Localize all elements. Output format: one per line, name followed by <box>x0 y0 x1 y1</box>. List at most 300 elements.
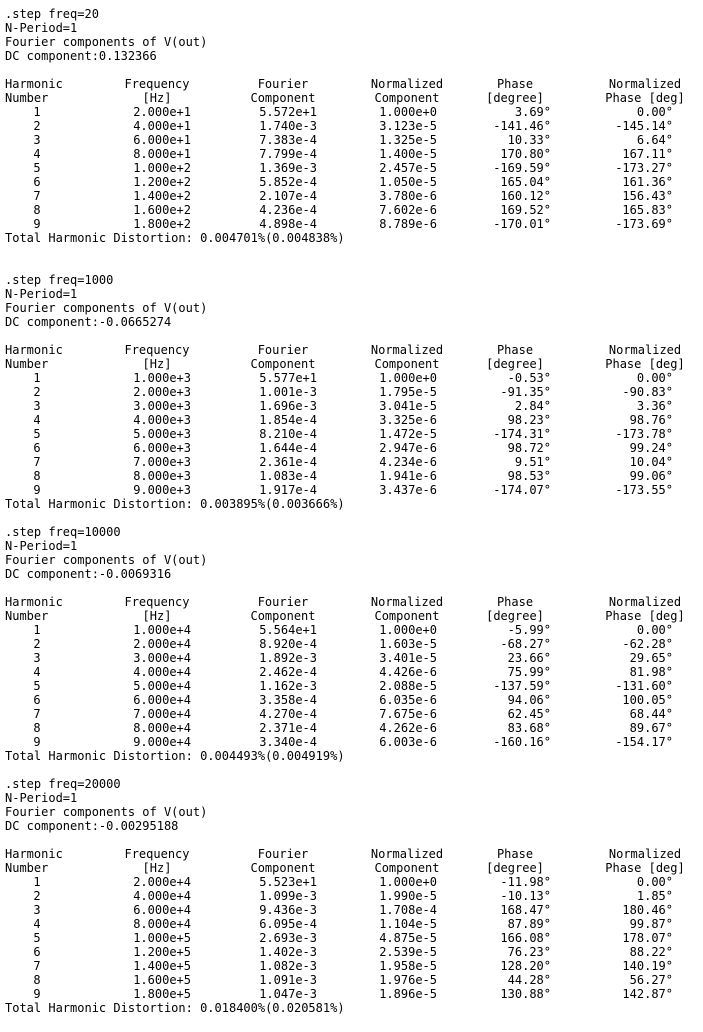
table-row <box>5 623 695 637</box>
normalized-header: Normalized <box>370 343 444 357</box>
fourier-header: Component <box>250 609 316 623</box>
table-row <box>5 175 695 189</box>
normalized-component-cell: 3.041e-5 <box>379 399 437 413</box>
fourier-component-cell: 5.852e-4 <box>259 175 317 189</box>
table-row <box>5 203 695 217</box>
phase-header: [degree] <box>486 609 544 623</box>
step-line: .step freq=10000 <box>5 525 121 539</box>
frequency-header: Frequency <box>124 343 190 357</box>
normalized-phase-cell: 10.04° <box>629 455 673 469</box>
frequency-cell: 4.000e+4 <box>133 889 191 903</box>
fourier-component-cell: 7.383e-4 <box>259 133 317 147</box>
harmonic-number-cell: 4 <box>33 147 41 161</box>
frequency-cell: 9.000e+4 <box>133 735 191 749</box>
fourier-component-cell: 3.358e-4 <box>259 693 317 707</box>
fourier-component-cell: 1.917e-4 <box>259 483 317 497</box>
table-row <box>5 665 695 679</box>
normalized-phase-cell: 6.64° <box>636 133 673 147</box>
harmonic-header: Number <box>5 609 49 623</box>
table-row <box>5 707 695 721</box>
frequency-cell: 1.800e+2 <box>133 217 191 231</box>
harmonic-number-cell: 8 <box>33 203 41 217</box>
harmonic-number-cell: 2 <box>33 119 41 133</box>
normalized-phase-cell: 140.19° <box>622 959 673 973</box>
normalized-component-cell: 6.003e-6 <box>379 735 437 749</box>
normalized-phase-cell: -62.28° <box>622 637 673 651</box>
harmonic-number-cell: 6 <box>33 693 41 707</box>
normalized-phase-cell: 89.67° <box>629 721 673 735</box>
table-row <box>5 385 695 399</box>
harmonic-number-cell: 6 <box>33 175 41 189</box>
phase-cell: -11.98° <box>500 875 551 889</box>
fourier-component-cell: 1.047e-3 <box>259 987 317 1001</box>
phase-header: Phase <box>496 77 534 91</box>
normalized-header: Component <box>374 609 440 623</box>
harmonic-number-cell: 3 <box>33 133 41 147</box>
frequency-header: Frequency <box>124 77 190 91</box>
frequency-cell: 6.000e+4 <box>133 903 191 917</box>
normalized-component-cell: 1.400e-5 <box>379 147 437 161</box>
normalized-component-cell: 1.000e+0 <box>379 105 437 119</box>
phase-cell: 130.88° <box>500 987 551 1001</box>
frequency-cell: 8.000e+4 <box>133 917 191 931</box>
harmonic-number-cell: 5 <box>33 427 41 441</box>
normalized-component-cell: 7.675e-6 <box>379 707 437 721</box>
fourier-title: Fourier components of V(out) <box>5 35 208 49</box>
header-row <box>5 91 695 105</box>
phase-cell: -68.27° <box>500 637 551 651</box>
phase-cell: 166.08° <box>500 931 551 945</box>
fourier-component-cell: 5.564e+1 <box>259 623 317 637</box>
fourier-component-cell: 1.854e-4 <box>259 413 317 427</box>
frequency-cell: 6.000e+3 <box>133 441 191 455</box>
normalized-phase-cell: -131.60° <box>615 679 673 693</box>
frequency-cell: 1.600e+2 <box>133 203 191 217</box>
normalized-component-cell: 1.104e-5 <box>379 917 437 931</box>
fourier-component-cell: 5.577e+1 <box>259 371 317 385</box>
frequency-cell: 7.000e+4 <box>133 707 191 721</box>
normalized-header: Normalized <box>370 77 444 91</box>
harmonic-number-cell: 8 <box>33 973 41 987</box>
normalized-component-cell: 7.602e-6 <box>379 203 437 217</box>
normalized-header: Normalized <box>370 595 444 609</box>
harmonic-number-cell: 3 <box>33 399 41 413</box>
phase-header: [degree] <box>486 861 544 875</box>
harmonic-header: Harmonic <box>5 77 63 91</box>
normalized-component-cell: 6.035e-6 <box>379 693 437 707</box>
fourier-component-cell: 6.095e-4 <box>259 917 317 931</box>
phase-cell: 98.53° <box>507 469 551 483</box>
harmonic-number-cell: 1 <box>33 105 41 119</box>
fourier-component-cell: 7.799e-4 <box>259 147 317 161</box>
normalized-phase-cell: -154.17° <box>615 735 673 749</box>
fourier-component-cell: 2.361e-4 <box>259 455 317 469</box>
fourier-component-cell: 1.083e-4 <box>259 469 317 483</box>
normalized-component-cell: 1.958e-5 <box>379 959 437 973</box>
table-row <box>5 105 695 119</box>
normalized-phase-cell: 100.05° <box>622 693 673 707</box>
frequency-cell: 1.800e+5 <box>133 987 191 1001</box>
harmonic-number-cell: 5 <box>33 931 41 945</box>
table-row <box>5 455 695 469</box>
frequency-cell: 1.200e+5 <box>133 945 191 959</box>
harmonic-number-cell: 8 <box>33 721 41 735</box>
phase-cell: 94.06° <box>507 693 551 707</box>
fourier-component-cell: 4.236e-4 <box>259 203 317 217</box>
normalized-phase-cell: 81.98° <box>629 665 673 679</box>
normalized-phase-cell: 142.87° <box>622 987 673 1001</box>
header-row <box>5 861 695 875</box>
table-row <box>5 399 695 413</box>
phase-cell: -170.01° <box>493 217 551 231</box>
normalized-component-cell: 2.457e-5 <box>379 161 437 175</box>
table-row <box>5 735 695 749</box>
table-row <box>5 959 695 973</box>
fourier-component-cell: 5.523e+1 <box>259 875 317 889</box>
table-row <box>5 693 695 707</box>
frequency-cell: 8.000e+4 <box>133 721 191 735</box>
harmonic-number-cell: 2 <box>33 385 41 399</box>
normalized-component-cell: 1.941e-6 <box>379 469 437 483</box>
fourier-header: Component <box>250 861 316 875</box>
thd-line: Total Harmonic Distortion: 0.004493%(0.004919%) <box>5 749 345 763</box>
normalized-phase-cell: 98.76° <box>629 413 673 427</box>
normalized-component-cell: 2.539e-5 <box>379 945 437 959</box>
normalized-component-cell: 1.990e-5 <box>379 889 437 903</box>
normalized-phase-cell: 0.00° <box>636 105 673 119</box>
table-row <box>5 889 695 903</box>
fourier-header: Component <box>250 357 316 371</box>
frequency-cell: 9.000e+3 <box>133 483 191 497</box>
fourier-component-cell: 4.270e-4 <box>259 707 317 721</box>
normalized-component-cell: 4.875e-5 <box>379 931 437 945</box>
table-row <box>5 189 695 203</box>
phase-header: Phase <box>496 595 534 609</box>
normalized-phase-cell: 99.06° <box>629 469 673 483</box>
harmonic-number-cell: 2 <box>33 637 41 651</box>
frequency-cell: 6.000e+4 <box>133 693 191 707</box>
fourier-component-cell: 2.462e-4 <box>259 665 317 679</box>
fourier-component-cell: 5.572e+1 <box>259 105 317 119</box>
dc-component: DC component:-0.0665274 <box>5 315 172 329</box>
norm-phase-header: Normalized <box>608 595 682 609</box>
normalized-header: Component <box>374 861 440 875</box>
harmonic-number-cell: 6 <box>33 441 41 455</box>
fourier-component-cell: 1.402e-3 <box>259 945 317 959</box>
normalized-component-cell: 1.603e-5 <box>379 637 437 651</box>
table-row <box>5 427 695 441</box>
frequency-header: [Hz] <box>142 609 172 623</box>
harmonic-number-cell: 1 <box>33 623 41 637</box>
normalized-phase-cell: 0.00° <box>636 875 673 889</box>
phase-cell: 23.66° <box>507 651 551 665</box>
fourier-component-cell: 4.898e-4 <box>259 217 317 231</box>
fourier-header: Fourier <box>257 847 309 861</box>
frequency-cell: 1.400e+2 <box>133 189 191 203</box>
frequency-cell: 3.000e+3 <box>133 399 191 413</box>
harmonic-number-cell: 8 <box>33 469 41 483</box>
phase-cell: 87.89° <box>507 917 551 931</box>
fourier-component-cell: 1.369e-3 <box>259 161 317 175</box>
phase-cell: 160.12° <box>500 189 551 203</box>
harmonic-number-cell: 2 <box>33 889 41 903</box>
normalized-phase-cell: 88.22° <box>629 945 673 959</box>
table-row <box>5 217 695 231</box>
frequency-cell: 1.400e+5 <box>133 959 191 973</box>
phase-cell: -174.07° <box>493 483 551 497</box>
normalized-component-cell: 2.947e-6 <box>379 441 437 455</box>
spacer <box>5 245 695 273</box>
normalized-component-cell: 3.780e-6 <box>379 189 437 203</box>
normalized-phase-cell: -90.83° <box>622 385 673 399</box>
normalized-component-cell: 1.472e-5 <box>379 427 437 441</box>
normalized-phase-cell: 167.11° <box>622 147 673 161</box>
header-row <box>5 847 695 861</box>
table-row <box>5 147 695 161</box>
phase-cell: 44.28° <box>507 973 551 987</box>
table-row <box>5 637 695 651</box>
frequency-header: [Hz] <box>142 357 172 371</box>
phase-cell: 9.51° <box>514 455 551 469</box>
table-row <box>5 161 695 175</box>
frequency-cell: 1.200e+2 <box>133 175 191 189</box>
harmonic-header: Number <box>5 861 49 875</box>
harmonic-number-cell: 4 <box>33 917 41 931</box>
harmonic-number-cell: 6 <box>33 945 41 959</box>
normalized-component-cell: 2.088e-5 <box>379 679 437 693</box>
phase-header: [degree] <box>486 91 544 105</box>
fourier-title: Fourier components of V(out) <box>5 301 208 315</box>
fourier-component-cell: 3.340e-4 <box>259 735 317 749</box>
normalized-component-cell: 1.325e-5 <box>379 133 437 147</box>
step-line: .step freq=20000 <box>5 777 121 791</box>
table-row <box>5 133 695 147</box>
step-block <box>5 525 695 763</box>
normalized-phase-cell: 161.36° <box>622 175 673 189</box>
norm-phase-header: Normalized <box>608 343 682 357</box>
header-row <box>5 609 695 623</box>
fourier-header: Fourier <box>257 595 309 609</box>
normalized-phase-cell: -173.69° <box>615 217 673 231</box>
table-row <box>5 651 695 665</box>
table-row <box>5 917 695 931</box>
normalized-component-cell: 1.000e+0 <box>379 875 437 889</box>
fourier-component-cell: 1.740e-3 <box>259 119 317 133</box>
table-row <box>5 441 695 455</box>
table-row <box>5 987 695 1001</box>
fourier-component-cell: 1.892e-3 <box>259 651 317 665</box>
frequency-cell: 4.000e+1 <box>133 119 191 133</box>
phase-cell: 10.33° <box>507 133 551 147</box>
normalized-component-cell: 1.000e+0 <box>379 623 437 637</box>
fourier-component-cell: 2.371e-4 <box>259 721 317 735</box>
harmonic-header: Harmonic <box>5 595 63 609</box>
frequency-cell: 8.000e+3 <box>133 469 191 483</box>
normalized-phase-cell: -173.27° <box>615 161 673 175</box>
phase-cell: 169.52° <box>500 203 551 217</box>
phase-cell: -141.46° <box>493 119 551 133</box>
normalized-component-cell: 1.795e-5 <box>379 385 437 399</box>
normalized-phase-cell: 178.07° <box>622 931 673 945</box>
fourier-component-cell: 1.696e-3 <box>259 399 317 413</box>
phase-cell: -5.99° <box>507 623 551 637</box>
fourier-component-cell: 2.107e-4 <box>259 189 317 203</box>
spacer <box>5 329 695 343</box>
thd-line: Total Harmonic Distortion: 0.004701%(0.004838%) <box>5 231 345 245</box>
normalized-component-cell: 1.896e-5 <box>379 987 437 1001</box>
period-line: N-Period=1 <box>5 287 78 301</box>
normalized-phase-cell: 180.46° <box>622 903 673 917</box>
phase-cell: 3.69° <box>514 105 551 119</box>
fourier-log <box>5 7 695 1015</box>
harmonic-number-cell: 3 <box>33 651 41 665</box>
phase-cell: 83.68° <box>507 721 551 735</box>
harmonic-number-cell: 5 <box>33 161 41 175</box>
fourier-title: Fourier components of V(out) <box>5 553 208 567</box>
phase-cell: 98.23° <box>507 413 551 427</box>
normalized-header: Component <box>374 91 440 105</box>
table-row <box>5 931 695 945</box>
harmonic-number-cell: 9 <box>33 483 41 497</box>
normalized-phase-cell: 0.00° <box>636 371 673 385</box>
table-row <box>5 483 695 497</box>
normalized-header: Normalized <box>370 847 444 861</box>
normalized-phase-cell: -173.55° <box>615 483 673 497</box>
frequency-cell: 8.000e+1 <box>133 147 191 161</box>
normalized-component-cell: 4.426e-6 <box>379 665 437 679</box>
normalized-phase-cell: 1.85° <box>636 889 673 903</box>
fourier-header: Fourier <box>257 343 309 357</box>
fourier-component-cell: 1.001e-3 <box>259 385 317 399</box>
frequency-cell: 1.000e+4 <box>133 623 191 637</box>
normalized-phase-cell: 99.87° <box>629 917 673 931</box>
frequency-cell: 2.000e+3 <box>133 385 191 399</box>
spacer <box>5 833 695 847</box>
phase-cell: 168.47° <box>500 903 551 917</box>
frequency-cell: 5.000e+3 <box>133 427 191 441</box>
harmonic-number-cell: 7 <box>33 189 41 203</box>
norm-phase-header: Phase [deg] <box>605 91 685 105</box>
harmonic-header: Number <box>5 357 49 371</box>
normalized-component-cell: 1.976e-5 <box>379 973 437 987</box>
thd-line: Total Harmonic Distortion: 0.018400%(0.020581%) <box>5 1001 345 1015</box>
normalized-phase-cell: 68.44° <box>629 707 673 721</box>
fourier-component-cell: 2.693e-3 <box>259 931 317 945</box>
phase-cell: 76.23° <box>507 945 551 959</box>
normalized-component-cell: 3.123e-5 <box>379 119 437 133</box>
frequency-header: [Hz] <box>142 91 172 105</box>
frequency-cell: 2.000e+4 <box>133 875 191 889</box>
step-block <box>5 273 695 511</box>
phase-cell: -91.35° <box>500 385 551 399</box>
fourier-component-cell: 1.162e-3 <box>259 679 317 693</box>
norm-phase-header: Normalized <box>608 77 682 91</box>
phase-cell: 75.99° <box>507 665 551 679</box>
normalized-phase-cell: 56.27° <box>629 973 673 987</box>
header-row <box>5 343 695 357</box>
frequency-header: [Hz] <box>142 861 172 875</box>
frequency-cell: 1.000e+3 <box>133 371 191 385</box>
frequency-header: Frequency <box>124 847 190 861</box>
fourier-component-cell: 1.082e-3 <box>259 959 317 973</box>
normalized-phase-cell: 156.43° <box>622 189 673 203</box>
header-row <box>5 357 695 371</box>
normalized-component-cell: 4.234e-6 <box>379 455 437 469</box>
phase-cell: -169.59° <box>493 161 551 175</box>
harmonic-number-cell: 9 <box>33 735 41 749</box>
fourier-component-cell: 9.436e-3 <box>259 903 317 917</box>
phase-cell: 170.80° <box>500 147 551 161</box>
table-row <box>5 413 695 427</box>
phase-cell: 128.20° <box>500 959 551 973</box>
normalized-component-cell: 3.437e-6 <box>379 483 437 497</box>
phase-cell: -137.59° <box>493 679 551 693</box>
phase-cell: -0.53° <box>507 371 551 385</box>
normalized-phase-cell: -145.14° <box>615 119 673 133</box>
normalized-header: Component <box>374 357 440 371</box>
normalized-phase-cell: 99.24° <box>629 441 673 455</box>
norm-phase-header: Phase [deg] <box>605 609 685 623</box>
fourier-component-cell: 1.099e-3 <box>259 889 317 903</box>
phase-cell: 2.84° <box>514 399 551 413</box>
table-row <box>5 973 695 987</box>
phase-header: Phase <box>496 847 534 861</box>
period-line: N-Period=1 <box>5 539 78 553</box>
harmonic-header: Harmonic <box>5 847 63 861</box>
fourier-header: Component <box>250 91 316 105</box>
normalized-phase-cell: -173.78° <box>615 427 673 441</box>
frequency-cell: 1.000e+5 <box>133 931 191 945</box>
normalized-component-cell: 4.262e-6 <box>379 721 437 735</box>
step-line: .step freq=20 <box>5 7 99 21</box>
harmonic-number-cell: 4 <box>33 665 41 679</box>
frequency-cell: 6.000e+1 <box>133 133 191 147</box>
fourier-title: Fourier components of V(out) <box>5 805 208 819</box>
harmonic-number-cell: 7 <box>33 959 41 973</box>
table-row <box>5 903 695 917</box>
harmonic-number-cell: 5 <box>33 679 41 693</box>
normalized-phase-cell: 3.36° <box>636 399 673 413</box>
frequency-cell: 5.000e+4 <box>133 679 191 693</box>
step-block <box>5 777 695 1015</box>
header-row <box>5 77 695 91</box>
phase-cell: 165.04° <box>500 175 551 189</box>
fourier-header: Fourier <box>257 77 309 91</box>
norm-phase-header: Phase [deg] <box>605 357 685 371</box>
harmonic-number-cell: 1 <box>33 371 41 385</box>
period-line: N-Period=1 <box>5 791 78 805</box>
harmonic-header: Harmonic <box>5 343 63 357</box>
phase-cell: -160.16° <box>493 735 551 749</box>
spacer <box>5 511 695 525</box>
phase-cell: 62.45° <box>507 707 551 721</box>
phase-cell: 98.72° <box>507 441 551 455</box>
normalized-component-cell: 8.789e-6 <box>379 217 437 231</box>
spacer <box>5 763 695 777</box>
normalized-component-cell: 3.401e-5 <box>379 651 437 665</box>
dc-component: DC component:-0.00295188 <box>5 819 179 833</box>
table-row <box>5 119 695 133</box>
phase-cell: -174.31° <box>493 427 551 441</box>
table-row <box>5 721 695 735</box>
normalized-component-cell: 1.000e+0 <box>379 371 437 385</box>
dc-component: DC component:-0.0069316 <box>5 567 172 581</box>
table-row <box>5 945 695 959</box>
frequency-header: Frequency <box>124 595 190 609</box>
norm-phase-header: Phase [deg] <box>605 861 685 875</box>
header-row <box>5 595 695 609</box>
phase-header: Phase <box>496 343 534 357</box>
